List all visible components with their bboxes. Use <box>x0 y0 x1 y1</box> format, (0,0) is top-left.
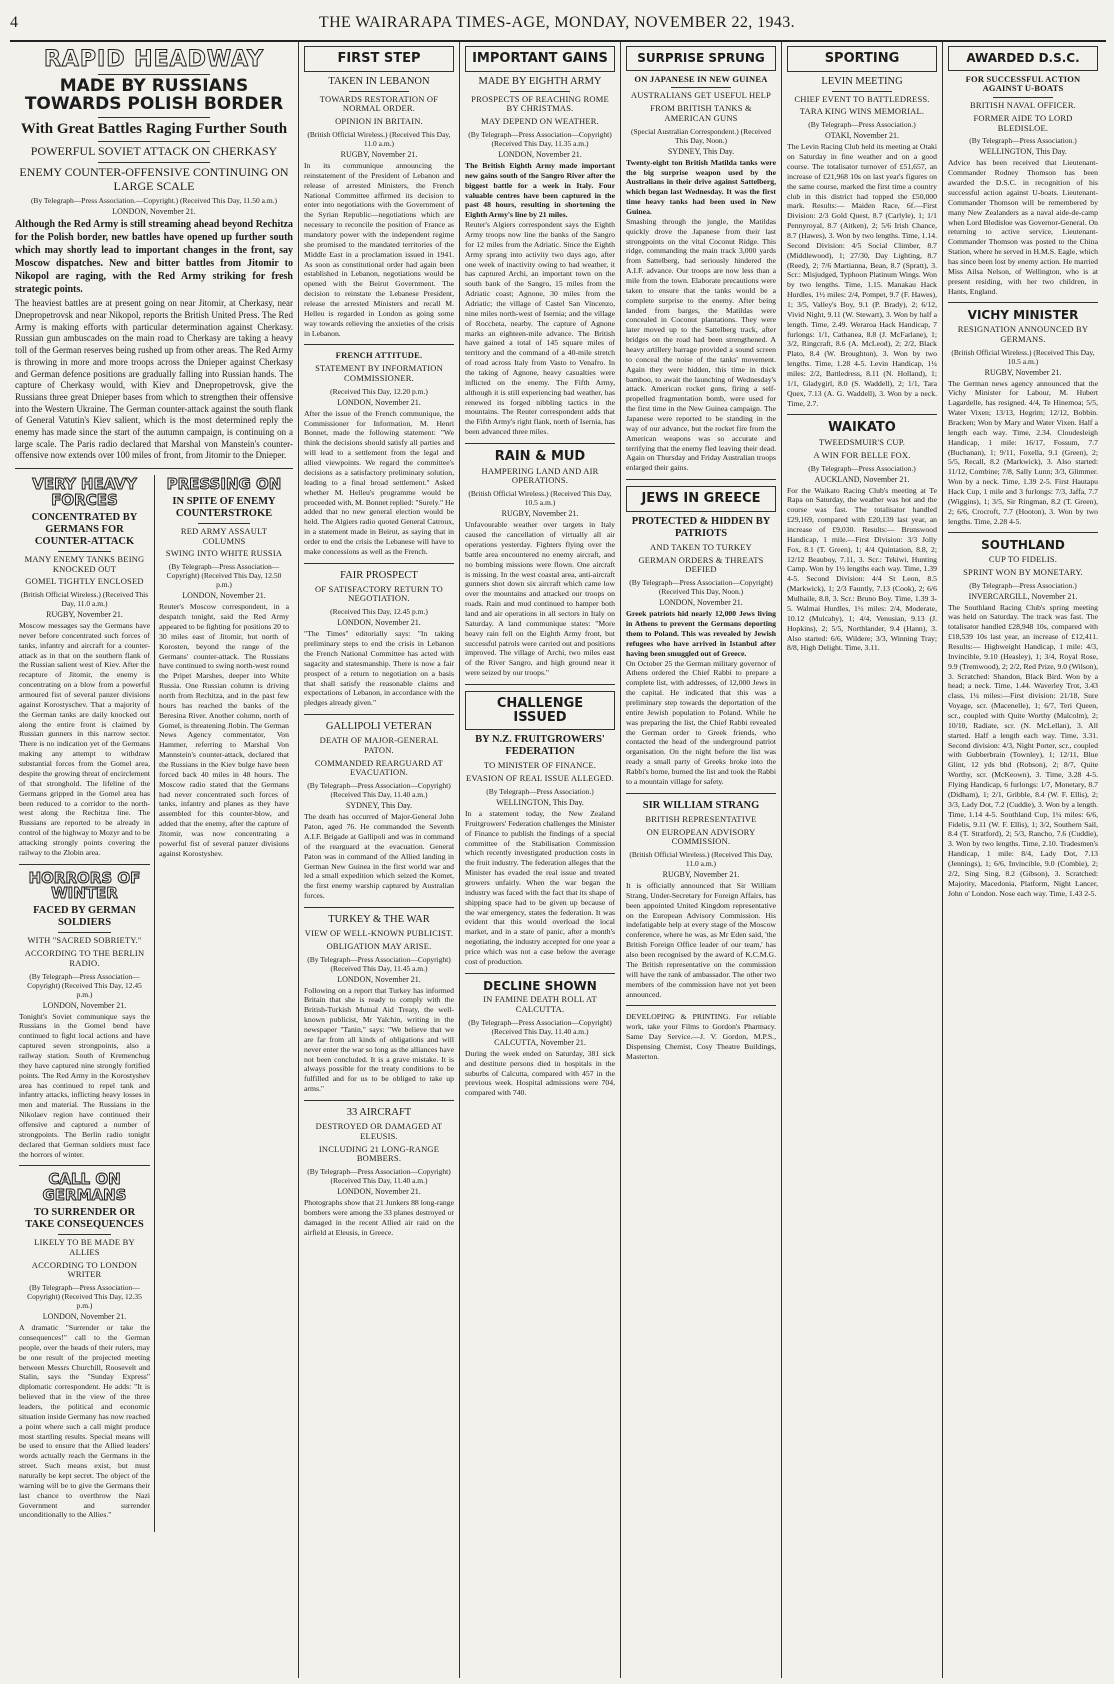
subheadline: MADE BY EIGHTH ARMY <box>478 75 602 87</box>
lead-paragraph: Greek patriots hid nearly 12,000 Jews living in Athens to prevent the Germans deporting them to Poland. This was revealed by Jewish refugees who have arrived in Istanbul after having been smuggled out of Greece. <box>626 609 776 658</box>
subheadline: EVASION OF REAL ISSUE ALLEGED. <box>466 773 614 784</box>
wire-credit: (By Telegraph—Press Association.) <box>486 786 594 796</box>
column-2 <box>298 42 459 1678</box>
subheadline: TAKEN IN LEBANON <box>328 75 430 87</box>
dateline: LONDON, November 21. <box>42 1312 127 1322</box>
subheadline: RESIGNATION ANNOUNCED BY GERMANS. <box>957 324 1089 344</box>
subheadline: FORMER AIDE TO LORD BLEDISLOE. <box>973 112 1073 133</box>
subheadline: DESTROYED OR DAMAGED AT ELEUSIS. <box>315 1121 443 1141</box>
wire-credit: (Received This Day, 12.20 p.m.) <box>330 386 428 396</box>
column-4 <box>620 42 781 1678</box>
divider <box>832 91 892 92</box>
divider <box>510 91 570 92</box>
headline-box <box>626 46 776 71</box>
article-body: The Southland Racing Club's spring meeting was held on Saturday. The track was fast. The totalisator handled £28,948 10s, compared with £18,539 10s last year, an increase of £12,411. Results:— Highweight Handicap, 1 mile: 4/3, Invincible, 9.10 (Heasley), 1; 3/4, Royal Rose, 9.9 (Tremwood), 2; 2/2, Red Prize, 9.0 (Wilson), 3. Scratched: Shandon, Black Bird. Won by a head; a neck. Time, 1.44. Waverley Trot, 3.43 class, 1¼ miles:—First division: 21/18, Sure Voyage, scr. (Macenelle), 1; 6/7, Teri Queen, scr., coupled with Quite Worthy (Malcolm), 2; 10/10, Radiate, scr. (N. McLellan), 3. All started. Half a length each way. Time, 3.31. Second division: 4/3, Night Porter, scr., coupled with Gubberbrain (Townley), 1; 12/11, Blue Glint, 12 yds bhd (Robson), 2; 8/7, Quite Worthy, scr. (McKeown), 3. Time, 3.28 4-5. Flying Handicap, 6 furlongs: 1/7, Monetary, 8.7 (Didham), 1; 2/1, Gribble, 8.4 (W. F. Ellis), 2; 3/3, Lady Dot, 7.2 (Cuddie), 3. Won by a length. Time, 1.14 4-5. Southland Cup, 1¼ miles: 6/6, Fidelis, 9.11 (W. F. Ellis), 1; 3/2, Southern Sail, 8.4 (T. Stratford), 2; 5/3, Rancho, 7.6 (Cuddie), 3. Won by two lengths. Time, 2.10. Tradesmen's Handicap, 1 mile: 8/4, Lady Dot, 7.13 (Jennings), 1; 6/6, Invincible, 9.0 (Combie), 2; 2/2, Sing Sing, 8.2 (Gibson), 3. Scratched: Majority, Macedonia, Platform, Night Lancer, John o' London. Nose each way. Time, 1.43 2-5. <box>948 602 1098 898</box>
subheadline: CUP TO FIDELIS. <box>988 554 1058 565</box>
article-body: Smashing through the jungle, the Matildas quickly drove the Japanese from their last strongpoints on the vital Coconut Ridge. This ridge, commanding the main track 3,000 yards from Sattelberg, had seriously hindered the A.I.F. advance. Our troops are now less than a mile from the town. Elaborate precautions were taken to ensure that the tanks would be a complete surprise to the enemy. After being landed from barges, the Matildas were concealed in Coconut plantations. They were later moved up to the Sattelberg track, after bridges on the road had been strengthened. A heavy artillery barrage provided a sound screen to conceal the noise of the tanks' movement. Again they were hidden, this time in thick bamboo, to await the launching of Wednesday's attack. American rocket guns, firing a self-propelled fragmentation bomb, were used for the first time in the New Guinea campaign. The Japanese were reported to be standing in the way of our advance, but the rocket fire from the American weapons was so accurate and terrifying that the enemy fled leaving their dead. Again on Thursday and Friday Australian troops enlarged their gains. <box>626 216 776 473</box>
wire-credit: (By Telegraph—Press Association.) <box>808 463 916 473</box>
subheadline: TOWARDS RESTORATION OF NORMAL ORDER. <box>319 93 439 114</box>
dateline: RUGBY, November 21. <box>46 610 123 620</box>
dateline: RUGBY, November 21. <box>662 870 740 880</box>
subheadline: VIEW OF WELL-KNOWN PUBLICIST. <box>304 928 454 939</box>
subheadline: FACED BY GERMAN SOLDIERS <box>33 905 136 929</box>
divider <box>349 91 409 92</box>
article-body: Tonight's Soviet communique says the Russians in the Gomel bend have continued to fight local actions and have captured seven strongpoints, also a railway station. South of Kremenchug they have captured nine strongly fortified points. The Red Army in the Korostyshev area has continued to repel tank and infantry attacks, inflicting heavy losses in men and material. The Russians in the Nikolaev region have continued their offensive and captured a number of strongpoints. The Berlin radio tonight declared that German soldiers must face the horrors of winter. <box>19 1011 150 1159</box>
wire-credit: (British Official Wireless.) (Received This Day, 11.0 a.m.) <box>307 130 451 148</box>
dateline: OTAKI, November 21. <box>824 131 899 141</box>
subheadline: PROTECTED & HIDDEN BY PATRIOTS <box>631 515 771 539</box>
subheadline: HAMPERING LAND AND AIR OPERATIONS. <box>481 465 599 486</box>
divider <box>98 117 209 118</box>
dateline: INVERCARGILL, November 21. <box>968 591 1078 601</box>
subheadline: PROSPECTS OF REACHING ROME BY CHRISTMAS. <box>471 93 609 114</box>
wire-credit: (Received This Day, 12.45 p.m.) <box>330 607 428 617</box>
article-important-gains <box>465 46 615 444</box>
subheadline: INCLUDING 21 LONG-RANGE BOMBERS. <box>318 1143 440 1164</box>
page-number: 4 <box>10 14 19 31</box>
article-french-attitude <box>304 351 454 563</box>
wire-credit: (By Telegraph—Press Association.) <box>969 136 1077 146</box>
article-body: Reuter's Algiers correspondent says the Eighth Army troops now line the banks of the Sangro for 12 miles from the Adriatic. Since the Eighth Army sprang into activity two days ago, after one week of inactivity owing to bad weather, it has captured Archi, an important town on the south bank of the Sangro, 15 miles from the Adriatic coast; Agnone, 30 miles from the Adriatic; the village of Castel San Vincenzo, nine miles north-west of Isernia; and the village of Roccheta, nearby. The capture of Agnone marks an eighteen-mile advance. The British have gained a total of 145 square miles of territory and the command of a 40-mile stretch of road across Italy from Vasto to Venafro. In the taking of Agnone, heavy casualties were inflicted on the enemy. The Fifth Army, although it is still experiencing bad weather, has renewed its forged nibbling tactics in the mountains. The Reuter correspondent adds that the Fifth Army's right flank, north of Isernia, has been advanced three miles. <box>465 220 615 437</box>
dateline: LONDON, November 21. <box>337 397 421 407</box>
headline: PRESSING ON <box>166 475 282 494</box>
dateline: RUGBY, November 21. <box>340 150 418 159</box>
dateline: CALCUTTA, November 21. <box>494 1037 586 1047</box>
dateline: RUGBY, November 21. <box>984 367 1062 377</box>
dateline: RUGBY, November 21. <box>501 509 579 519</box>
article-body: During the week ended on Saturday, 381 sick and destitute persons died in hospitals in the suburbs of Calcutta, compared with 457 in the previous week. Hospital admissions were 704, compared with 740. <box>465 1048 615 1098</box>
divider <box>58 1234 110 1235</box>
subheadline: LIKELY TO BE MADE BY ALLIES <box>34 1237 135 1257</box>
wire-credit: (By Telegraph—Press Association—Copyright) (Received This Day, 11.40 a.m.) <box>307 1167 451 1186</box>
divider <box>198 523 250 524</box>
headline: HORRORS OF WINTER <box>28 868 141 903</box>
divider <box>58 932 110 933</box>
headline: FRENCH ATTITUDE. <box>335 350 423 361</box>
wire-credit: (British Official Wireless.) (Received This Day, 10.5 a.m.) <box>951 347 1095 366</box>
article-sporting <box>787 46 937 415</box>
wire-credit: (By Telegraph—Press Association—Copyright) (Received This Day, Noon.) <box>629 578 773 597</box>
column-3 <box>459 42 620 1678</box>
dateline: LONDON, November 21. <box>337 974 421 984</box>
article-pressing-on <box>159 477 289 865</box>
article-body: In a statement today, the New Zealand Fruitgrowers' Federation challenges the Minister of Finance to publish the findings of a special committee of the Stabilisation Commission which recently investigated production costs in the fruit industry. The federation alleges that the Minister has evaded the real issue and treated growers unfairly. When the war began the industry was faced with the fact that its shape of shipping space had to be given up because of the war emergency, states the federation. It was evident that this would overload the local market, and in a state of panic, after a month's negotiating, the industry accepted for one year a price which was not a case below the average cost of production. <box>465 808 615 966</box>
article-body: Reuter's Moscow correspondent, in a despatch tonight, said the Red Army appeared to be fighting for positions 20 to 30 miles east of Jitomir, but north of Korosten, beyond the range of the Germans' counter-attack. The Russians have continued to swing north-west round the Pripet Marshes, deeper into White Russia. One Russian column is driving north from Rechitza, and in the past few hours has reached the banks of the Beresina River. Another column, north of Gomel, is threatening Jlobin. The German News Agency commentator, Von Hammer, referring to Marshal Von Mannstein's counter-attack, declared that the Russians in the Kiev bulge have been forced back 40 miles in 48 hours. The Moscow radio stated that the Germans had never concentrated such forces of tanks, infantry and planes as they have assembled for this counter-blow, and added that the enemy, after the capture of Jitomir, was now concentrating a powerful fist of several panzer divisions against Korostyshev. <box>159 602 289 858</box>
subheadline: FOR SUCCESSFUL ACTION AGAINST U-BOATS <box>965 73 1081 94</box>
wire-credit: (By Telegraph—Press Association—Copyright) (Received This Day, 12.35 p.m.) <box>27 1283 142 1311</box>
subheadline: BRITISH NAVAL OFFICER. <box>969 100 1077 111</box>
column-1a <box>15 475 154 1532</box>
wire-credit: (Special Australian Correspondent.) (Received This Day, Noon.) <box>631 126 771 145</box>
wire-credit: (By Telegraph—Press Association—Copyright) (Received This Day, 12.50 p.m.) <box>166 562 282 590</box>
dateline: LONDON, November 21. <box>659 598 743 608</box>
headline: CALL ON GERMANS <box>42 1170 127 1205</box>
column-6 <box>942 42 1103 1678</box>
subheadline: OF SATISFACTORY RETURN TO NEGOTIATION. <box>314 583 444 604</box>
headline: 33 AIRCRAFT <box>346 1107 412 1119</box>
wire-credit: (British Official Wireless.) (Received This Day, 10.5 a.m.) <box>468 489 612 508</box>
column-1b <box>154 475 293 1532</box>
subheadline: CHIEF EVENT TO BATTLEDRESS. <box>794 93 930 104</box>
subheadline: TO SURRENDER OR TAKE CONSEQUENCES <box>25 1206 144 1231</box>
article-challenge-issued <box>465 691 615 974</box>
masthead <box>10 14 1104 36</box>
advertisement-text: DEVELOPING & PRINTING. For reliable work, take your Films to Gordon's Pharmacy. Same Day Service.—J. V. Gordon, M.P.S., Dispensing Chemist, Cosy Theatre Buildings, Masterton. <box>626 1012 776 1061</box>
subheadline: With Great Battles Raging Further South <box>20 120 288 137</box>
article-horrors-of-winter <box>19 868 150 1167</box>
article-body: A dramatic "Surrender or take the consequences!" call to the German people, over the heads of their rulers, may be one result of the projected meeting between Messrs Churchill, Roosevelt and Stalin, says the "Sunday Express" diplomatic correspondent. He adds: "It is believed that in the view of the three leaders, the political and economic situation inside Germany has now reached a point where such a call might produce most startling results. Special means will be used to ensure that the Allied leaders' words actually reach the Germans in the street. Such means exist, but must naturally be kept secret. The object of the warning will be to give the Germans their last chance to overthrow the Nazi Government and surrender unconditionally to the Allies." <box>19 1323 150 1520</box>
headline: SIR WILLIAM STRANG <box>642 799 760 811</box>
divider <box>58 551 110 552</box>
article-body: "The Times" editorially says: "In taking preliminary steps to end the crisis in Lebanon the French National Committee has acted with sagacity and statesmanship. There is now a fair prospect of a return to negotiation on a basis that shall satisfy the reasonable claims and expectations of Lebanon, in accordance with the pledges already given." <box>304 629 454 708</box>
headline: SPORTING <box>824 51 900 66</box>
article-body: Unfavourable weather over targets in Italy caused the cancellation of virtually all air operations yesterday. Fighters flying over the battle area encountered no enemy aircraft, and no bombing missions were flown. One aircraft is missing. In the west coastal area, anti-aircraft gunners shot down six aircraft which came low over the mountains and attacked our troops on roads. Rain and mud continued to hamper both land and air operations in all sectors in Italy on Saturday. A land communique states: "More heavy rain fell on the Eighth Army front, but successful patrols were carried out and positions improved. The village of Archi, two miles east of the River Sangro, and high ground near it were seized by our troops." <box>465 520 615 678</box>
subheadline: GERMAN ORDERS & THREATS DEFIED <box>638 554 764 575</box>
headline: TURKEY & THE WAR <box>328 913 430 925</box>
subheadline: TARA KING WINS MEMORIAL. <box>799 106 925 117</box>
article-jews-in-greece <box>626 486 776 794</box>
article-body: Photographs show that 21 Junkers 88 long-range bombers were among the 33 planes destroyed or damaged in the recent Allied air raid on the airfield at Eleusis, in Greece. <box>304 1198 454 1237</box>
subheadline: A WIN FOR BELLE FOX. <box>813 449 911 460</box>
headline-box <box>626 486 776 512</box>
headline: DECLINE SHOWN <box>483 978 597 993</box>
wire-credit: (British Official Wireless.) (Received This Day, 11.0 a.m.) <box>629 850 773 869</box>
wire-credit: (By Telegraph—Press Association.—Copyright.) (Received This Day, 11.50 a.m.) <box>30 196 278 206</box>
article-body: Advice has been received that Lieutenant-Commander Rodney Thomson has been awarded the D.S.C. in recognition of his successful action against U-boats. Lieutenant-Commander Thomson will be remembered by many New Zealanders as a naval aide-de-camp when Lord Bledisloe was Governor-General. On returning to active service, Lieutenant-Commander Thomson was posted to the China Station, where he served in H.M.S. Eagle, which has since been lost by enemy action. He married Miss Ailsa Nelson, of Wellington, who is at present residing, with her two children, in Hants, England. <box>948 158 1098 296</box>
lead-paragraph: Twenty-eight ton British Matilda tanks were the big surprise weapon used by the Australians in their drive against Sattelberg, which began last Wednesday. It was the first time heavy tanks had been used in New Guinea. <box>626 157 776 216</box>
subheadline: SWING INTO WHITE RUSSIA <box>165 548 283 559</box>
article-call-on-germans <box>19 1172 150 1526</box>
article-body: The heaviest battles are at present going on near Jitomir, at Cherkasy, near Dnepropetrovsk and near Nikopol, reports the British United Press. The Red Army is making efforts with particular determination against Cherkasy. Russian gun ambuscades on the main road to Cherkasy are taking a heavy toll of the German reserves being rushed up from other areas. The Red Army is throwing in more and more troops across the Dnieper against Cherkasy and German defence positions are gradually falling into Russian hands. The capture of Cherkasy would, with Kiev and Dnepropetrovsk, give the Russians three great Dnieper bases from which to strengthen their offensive into the Western Ukraine. The German counter-attack against the south flank of General Vatutin's Kiev salient, which is the most determined reply the enemy has made since the start of the autumn campaign, is continuing on a large scale. The Paris radio declared that Marshal von Manstein's counter-offensive now extends over 100 miles of front, from Jitomir to the Dnieper. <box>15 298 293 461</box>
article-very-heavy-forces <box>19 477 150 865</box>
headline: AWARDED D.S.C. <box>966 51 1080 65</box>
article-body: The Levin Racing Club held its meeting at Otaki on Saturday in fine weather and on a good course. The totalisator turnover of £51,657, an increase of £21,968 10s on last year's figures on the same course, marked the first time a country club in this district had topped the £50,000 mark. Results:— Maiden Race, 6f.—First Division: 2/3 Gold Quest, 8.7 (Carlyle), 1; 1/1 Pennyroyal, 8.7 (Aitken), 2; 5/6 Irish Chance, 8.7 (Hawes), 3. Won by two lengths. Time, 1.14. Second Division: 4/5 Social Climber, 8.7 (Middlewood), 1; 27/30, Day Lighting, 8.7 (Reed), 2; 7/6 Martianna, Bean, 8.7 (Spratt), 3. Scr.: Misjudged, Typhoon Platinum Wings. Won by two lengths. Time, 1.15. Manakau Hack Hurdles, 1½ miles: 2/4, Pompet, 9.7 (F. Hawes), 1; 3/5, Valley's Boy, 9.1 (P. Brady), 2; 6/12, Vivid Night, 9.11 (W. Stewart), 3. Won by half a length. Time, 2.49. Weraroa Hack Handicap, 7 furlongs: 1/1, Cathanea, 8.8 (J. McFarlane), 1; 3/2, Ringcraft, 8.6 (A. McLeod), 2; 2/2, Black Plato, 8.4 (W. Broughton), 3. Won by two lengths. Time, 1.28 4-5. Levin Handicap, 1¼ miles: 2/2, Battledress, 8.11 (N. Holland), 1; 1/1, Gladygirl, 8.0 (S. Waddell), 2; 1/1, Tara Quex, 7.13 (A. G. Waddell), 3. Won by a neck. Time, 2.7. <box>787 142 937 408</box>
lead-paragraph: Although the Red Army is still streaming ahead beyond Rechitza for the Polish border, new battles have opened up further south which may shortly lead to important changes in the front, say Moscow dispatches. New and bitter battles from Jitomir to Nikopol are raging, with the Red Army striking for fresh strategic points. <box>15 219 293 296</box>
lead-paragraph: The British Eighth Army made important new gains south of the Sangro River after the biggest battle for a week in Italy. Four valuable centres have been captured in the past 48 hours, resulting in shortening the Eighth Army's line by 21 miles. <box>465 161 615 220</box>
subheadline: ACCORDING TO LONDON WRITER <box>31 1259 138 1280</box>
headline: RAIN & MUD <box>494 449 586 465</box>
article-body: Following on a report that Turkey has informed Britain that she is ready to comply with the British-Turkish Mutual Aid Treaty, the well-known publicist, Mr Yalchin, writing in the newspaper "Tanin," says: "We believe that we are far from all kinds of obligations and will never enter the war so long as the alliances have not been concluded. It is a grave mistake. It is always possible for the treaty conditions to be fulfilled and for us to be obliged to take up arms." <box>304 985 454 1094</box>
headline-box <box>465 46 615 72</box>
headline: VICHY MINISTER <box>967 308 1079 323</box>
subheadline: MAY DEPEND ON WEATHER. <box>481 116 599 127</box>
headline-box <box>948 46 1098 71</box>
subheadline: COMMANDED REARGUARD AT EVACUATION. <box>314 757 444 778</box>
newspaper-title: THE WAIRARAPA TIMES-AGE, MONDAY, NOVEMBER 22, 1943. <box>318 14 796 31</box>
headline: IMPORTANT GAINS <box>472 51 608 66</box>
article-decline-shown <box>465 980 615 1104</box>
article-waikato <box>787 421 937 659</box>
dateline: WELLINGTON, This Day. <box>496 797 584 807</box>
subheadline: MADE BY RUSSIANS TOWARDS POLISH BORDER <box>24 76 284 114</box>
subheadline: STATEMENT BY INFORMATION COMMISSIONER. <box>315 363 443 383</box>
article-first-step <box>304 46 454 345</box>
headline-box <box>465 691 615 730</box>
dateline: LONDON, November 21. <box>337 618 421 628</box>
article-surprise-sprung <box>626 46 776 480</box>
dateline: LONDON, November 21. <box>337 1187 421 1197</box>
subheadline: DEATH OF MAJOR-GENERAL PATON. <box>319 735 439 755</box>
headline: SURPRISE SPRUNG <box>637 51 765 65</box>
wire-credit: (British Official Wireless.) (Received This Day, 11.0 a.m.) <box>20 590 149 609</box>
subheadline: GOMEL TIGHTLY ENCLOSED <box>25 576 144 587</box>
subheadline: FROM BRITISH TANKS & AMERICAN GUNS <box>650 103 752 123</box>
headline: RAPID HEADWAY <box>43 47 265 72</box>
article-body: Moscow messages say the Germans have never before concentrated such forces of tanks, infantry and aircraft for a counter-attack as in that on the southern flank of the Russian salient west of Kiev. After the recapture of Jitomir, the enemy is concentrating on a blow from a powerful armoured fist of several panzer divisions against Korostyschev. That a majority of the German tanks are daily knocked out along the entire front is claimed by Russian gunners in this narrow sector. There is no indication yet of the Germans making any attempt to withdraw substantial forces from the Gomel area, despite the growing threat of encirclement of that stronghold. The lifeline of the Germans gripped in the Gomel area has been reduced to a corridor to the north-west along the Rechitza line. The Russians are reported to be already in control of the highway to Mozyr and to be attacking strongly points covering the railway to the Zlobin area. <box>19 621 150 857</box>
divider <box>98 141 209 142</box>
subheadline: ON EUROPEAN ADVISORY COMMISSION. <box>646 826 756 847</box>
columns <box>10 40 1106 1678</box>
subheadline: ACCORDING TO THE BERLIN RADIO. <box>24 948 145 968</box>
article-southland <box>948 539 1098 904</box>
divider <box>671 87 731 88</box>
subheadline: ENEMY COUNTER-OFFENSIVE CONTINUING ON LARGE SCALE <box>19 164 289 193</box>
subheadline: ON JAPANESE IN NEW GUINEA <box>634 73 768 84</box>
article-body: On October 25 the German military governor of Athens ordered the Chief Rabbi to prepare a complete list, with addresses, of 12,000 Jews in the capital. He indicated that this was a preliminary step towards the deportation of the entire Jewish population to Poland. While he was preparing the list, the Chief Rabbi revealed the German order to Greek friends, who contacted the head of the underground patriot organisation. On the night before the list was ready a small party of Greeks broke into the Rabbi's home, burned the list and took the Rabbi to a mountain village for safety. <box>626 658 776 786</box>
headline: GALLIPOLI VETERAN <box>325 721 433 733</box>
headline: WAIKATO <box>828 420 896 436</box>
wire-credit: (By Telegraph—Press Association.) <box>808 120 916 130</box>
headline: VERY HEAVY FORCES <box>32 475 137 509</box>
article-rain-and-mud <box>465 450 615 685</box>
headline-box <box>304 46 454 72</box>
article-awarded-dsc <box>948 46 1098 303</box>
article-body: After the issue of the French communique, the Commissioner for Information, M. Henri Bonnet, made the following statement: "We think the decisions should satisfy all parties and will lead to a settlement from the legal and allied viewpoints. We regard the committee's decisions as a satisfactory preliminary solution, leading to a final broad settlement." Asked whether M. Helleu's programme would be proceeded with, M. Bonnet replied: "Surely." He added that no new general election would be held. The Algiers radio quoted General Catroux, in a statement made in Beirut, as saying that in order to end the crisis the Lebanese will have to make concessions as well as the French. <box>304 408 454 556</box>
article-gallipoli-veteran <box>304 721 454 908</box>
dateline: AUCKLAND, November 21. <box>814 474 910 484</box>
wire-credit: (By Telegraph—Press Association.) <box>969 580 1077 590</box>
subheadline: RED ARMY ASSAULT COLUMNS <box>180 525 268 546</box>
article-rapid-headway <box>15 48 293 469</box>
dateline: LONDON, November 21. <box>498 150 582 159</box>
headline-box <box>787 46 937 72</box>
divider <box>993 97 1053 98</box>
dateline: SYDNEY, This Day. <box>667 146 735 156</box>
article-body: The German news agency announced that the Vichy Minister for Labour, M. Hubert Lagardelle, has resigned. 4/4, Te Hinemoa; 5/5, Water Vixen; 13/13, Hegrim; 12/12, Bobbin. Bracken; Won by Mary and Water Vixen. Half a length each way. Time, 2.34. Cloudesleigh Handicap, 1 mile: 16/17, Fossum, 7.7 (Buchanan), 1; 9/11, Foxella, 9.1 (Green), 2; 5/5, Recall, 8.2 (Markwick), 3. Also started: 11/12, Combine; 7/8, Sally Lunn; 3/3, Glimmer. Won by a neck. Time, 1.39 2-5. First Hautapu Hack Cup, 1 mile and 3 furlongs: 7/3, Jaffa, 7.7 (Wiggins), 1; 3/5, Sir Ringman, 8.2 (T. Green), 2; 6/6, Crocroft, 7.7 (Hooton), 3. Won by two lengths. Time, 2.28 4-5. <box>948 378 1098 526</box>
advertisement-developing <box>626 1012 776 1067</box>
article-sir-william-strang <box>626 800 776 1007</box>
dateline: WELLINGTON, This Day. <box>979 147 1067 157</box>
subheadline: TWEEDSMUIR'S CUP. <box>818 437 906 448</box>
subheadline: BRITISH REPRESENTATIVE <box>645 813 757 824</box>
subheadline: CONCENTRATED BY GERMANS FOR COUNTER-ATTACK <box>31 511 138 547</box>
article-body: It is officially announced that Sir William Strang, Under-Secretary for Foreign Affairs, has been appointed United Kingdom representative on the European Advisory Commission. His indefatigable help at every stage of the Moscow conference, where he was, as Mr Eden said, 'the British Foreign Office leader of our team,' has also been recognised by the award of K.C.M.G. The British representative on the commission will have the rank of ambassador. The other two members of the commission have not yet been announced. <box>626 881 776 999</box>
subheadline: TO MINISTER OF FINANCE. <box>483 760 597 771</box>
headline: FIRST STEP <box>337 51 421 66</box>
subheadline: BY N.Z. FRUITGROWERS' FEDERATION <box>475 734 605 758</box>
subheadline: IN FAMINE DEATH ROLL AT CALCUTTA. <box>483 994 597 1015</box>
article-33-aircraft <box>304 1107 454 1244</box>
subheadline: MANY ENEMY TANKS BEING KNOCKED OUT <box>24 553 145 574</box>
divider <box>98 74 209 75</box>
subheadline: AND TAKEN TO TURKEY <box>650 541 752 552</box>
headline: CHALLENGE ISSUED <box>496 695 584 725</box>
article-body: In its communique announcing the reinstatement of the President of Lebanon and release of arrested Ministers, the French National Committee affirmed its decision to enter into negotiations with the Government of the Syrian Republic—negotiations which are necessary to reconcile the position of France as mandatory power with the independent regime she promised to the mandated territories of the Middle East in a proclamation issued in 1941. As soon as constitutional order had again been established in Lebanon, negotiations would be opened with the Beirut Government. The decision to reinstate the Lebanese President, release the arrested Ministers and recall M. Helleu is regarded in London as going some way towards relieving the anxieties of the crisis in Lebanon. <box>304 161 454 338</box>
subheadline: LEVIN MEETING <box>821 75 903 87</box>
article-vichy-minister <box>948 309 1098 533</box>
subheadline: WITH "SACRED SOBRIETY." <box>27 935 142 946</box>
column-1 <box>10 42 298 1678</box>
dateline: SYDNEY, This Day. <box>345 801 413 811</box>
wire-credit: (By Telegraph—Press Association—Copyright) (Received This Day, 11.40 a.m.) <box>468 1017 612 1036</box>
wire-credit: (By Telegraph—Press Association—Copyright) (Received This Day, 11.40 a.m.) <box>307 781 451 800</box>
headline: SOUTHLAND <box>981 538 1065 553</box>
subheadline: SPRINT WON BY MONETARY. <box>963 566 1083 577</box>
dateline: LONDON, November 21. <box>42 1000 127 1010</box>
article-fair-prospect <box>304 570 454 715</box>
subheadline: IN SPITE OF ENEMY COUNTERSTROKE <box>172 495 276 519</box>
wire-credit: (By Telegraph—Press Association—Copyright) (Received This Day, 11.35 a.m.) <box>468 130 612 148</box>
subheadline: POWERFUL SOVIET ATTACK ON CHERKASY <box>30 144 278 159</box>
article-body: The death has occurred of Major-General John Paton, aged 76. He commanded the Seventh A.I.F. Brigade at Gallipoli and was in command of the rearguard at the evacuation. General Paton was in command of the Allied landing in German New Guinea in the first world war and led a small expedition which seized the Komet, the first enemy warship captured by Australian forces. <box>304 812 454 901</box>
divider <box>98 162 209 163</box>
dateline: LONDON, November 21. <box>182 591 266 601</box>
dateline: LONDON, November 21. <box>112 207 196 217</box>
subheadline: OBLIGATION MAY ARISE. <box>326 940 432 951</box>
headline: FAIR PROSPECT <box>340 569 418 581</box>
column-1-lower <box>15 475 293 1532</box>
article-turkey-and-the-war <box>304 914 454 1101</box>
wire-credit: (By Telegraph—Press Association—Copyright) (Received This Day, 12.45 p.m.) <box>27 971 142 999</box>
subheadline: AUSTRALIANS GET USEFUL HELP <box>630 90 772 101</box>
column-5 <box>781 42 942 1678</box>
wire-credit: (By Telegraph—Press Association—Copyright) (Received This Day, 11.45 a.m.) <box>307 954 451 973</box>
article-body: For the Waikato Racing Club's meeting at Te Rapa on Saturday, the weather was hot and the course was fast. The totalisator handled £29,169, compared with £20,139 last year, an increase of £9,030. Results:— Brunswood Handicap, 1 mile.—First Division: 3/3 Jolly Fox, 8.1 (T. Green), 1; 4/4 Quintation, 8.8, 2; 12/12 Beauboy, 7.11, 3. Scr.: Tekiwi, Hunting Camp. Won by 1½ lengths each way. Time, 1.39 4-5. Second Division: 4/4 St Leon, 8.5 (Markwick), 1; 2/3 Fauntly, 7.13 (Cook), 2; 6/6 Mulhaile, 8.8, 3. Scr.: Bruno Boy. Time, 1.39 3-5. Walmai Hurdles, 1½ miles: 2/4, Moderate, 10.12 (Mulcahy), 1; 4/4, Venusian, 9.13 (J. Hopkins), 2; 5/5, Northlander, 9.4 (Hann), 3. Also started: 6/6, Wildere; 3/3, Winning Tray; 8/8, High Delight. Time, 3.11. <box>787 485 937 653</box>
subheadline: OPINION IN BRITAIN. <box>335 116 423 127</box>
headline: JEWS IN GREECE <box>641 491 761 507</box>
